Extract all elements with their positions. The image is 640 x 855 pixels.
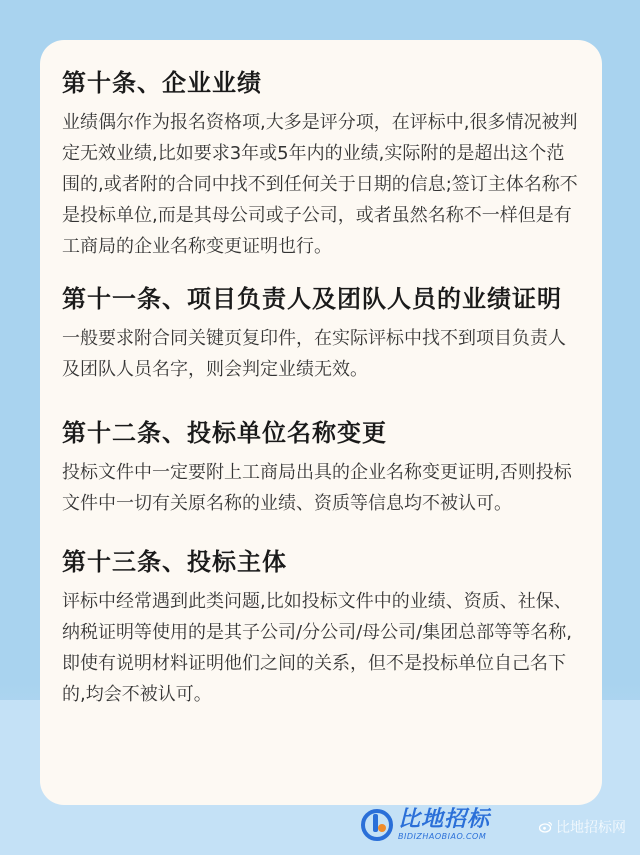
logo-sub-text: BIDIZHAOBIAO.COM [397, 832, 487, 841]
section-title: 第十一条、项目负责人及团队人员的业绩证明 [62, 285, 562, 313]
section-article-12 [62, 416, 580, 519]
section-body: 一般要求附合同关键页复印件，在实际评标中找不到项目负责人及团队人员名字，则会判定业绩无效。 [62, 328, 566, 380]
logo-text: 比地招标 [397, 807, 490, 832]
section-title: 第十二条、投标单位名称变更 [62, 419, 387, 447]
footer-logo [360, 805, 490, 845]
section-body: 业绩偶尔作为报名资格项,大多是评分项，在评标中,很多情况被判定无效业绩,比如要求3年或5年内的业绩,实际附的是超出这个范围的,或者附的合同中找不到任何关于日期的信息;签订主体名称不是投标单位,而是其母公司或子公司，或者虽然名称不一样但是有工商局的企业名称变更证明也行。 [62, 112, 578, 257]
section-title: 第十三条、投标主体 [62, 548, 287, 576]
weibo-icon [539, 820, 553, 834]
logo-text-block [398, 808, 490, 842]
section-article-11 [62, 282, 580, 385]
content-card [40, 40, 602, 805]
section-body: 投标文件中一定要附上工商局出具的企业名称变更证明,否则投标文件中一切有关原名称的业绩、资质等信息均不被认可。 [62, 462, 572, 514]
watermark-text: 比地招标网 [556, 820, 626, 836]
section-article-10 [62, 66, 580, 262]
section-title: 第十条、企业业绩 [62, 69, 262, 97]
brand-logo[interactable] [360, 808, 490, 842]
logo-mark-icon [360, 808, 394, 842]
section-body: 评标中经常遇到此类问题,比如投标文件中的业绩、资质、社保、纳税证明等使用的是其子公司/分公司/母公司/集团总部等等名称,即使有说明材料证明他们之间的关系，但不是投标单位自己名下的,均会不被认可。 [62, 591, 572, 705]
section-article-13 [62, 545, 580, 710]
watermark [539, 817, 626, 837]
